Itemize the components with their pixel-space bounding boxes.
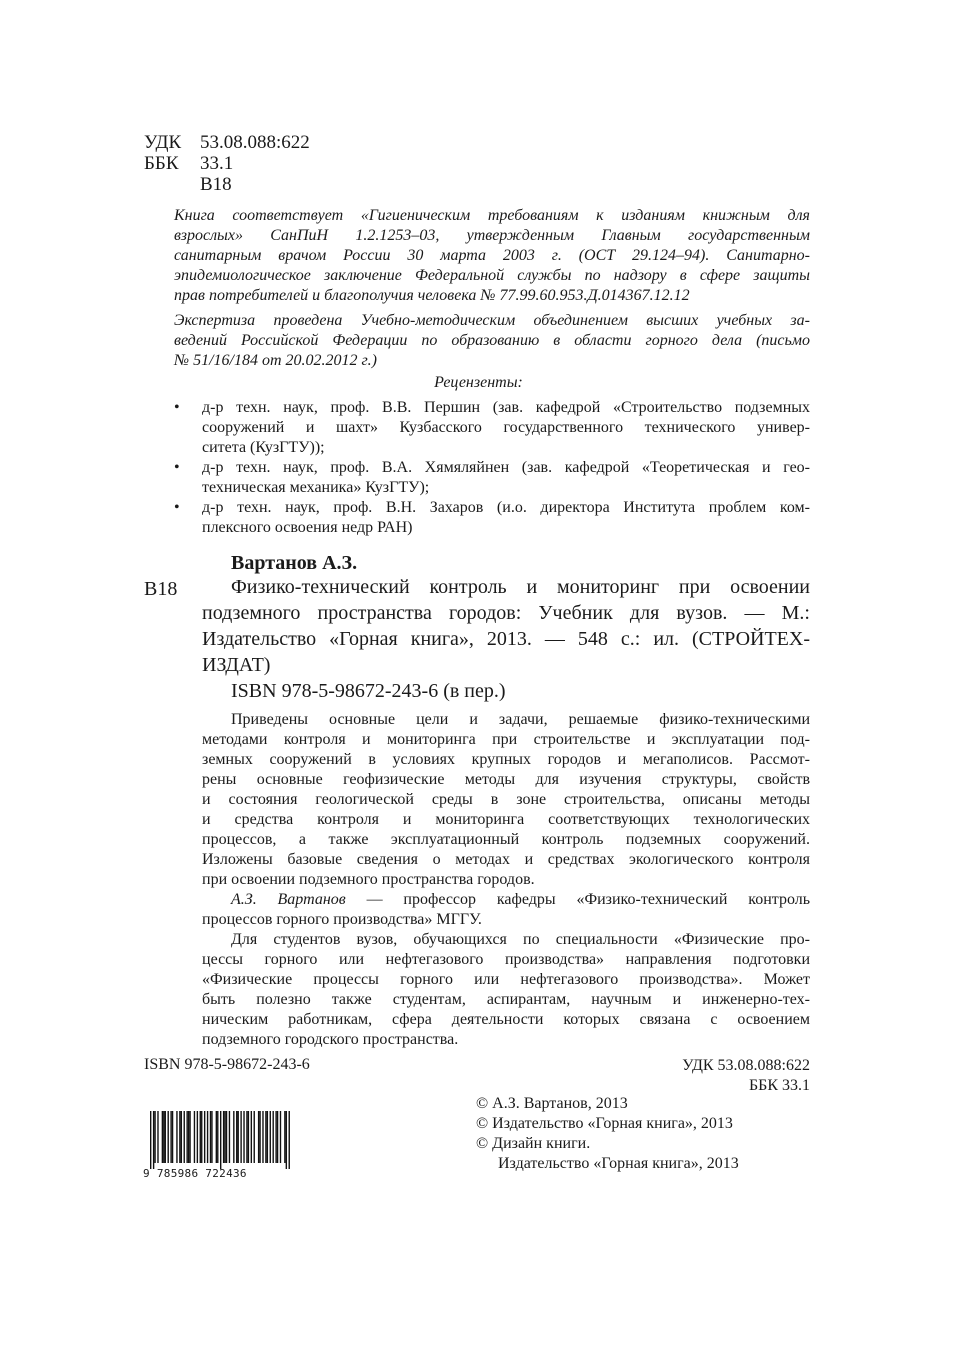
abstract-line: подземного городского пространства. (202, 1031, 459, 1048)
barcode-bar (267, 1111, 268, 1163)
bbk-label: ББК (144, 153, 179, 174)
barcode-bar (165, 1111, 166, 1163)
barcode-bar (153, 1111, 154, 1169)
reviewer-line: плексного освоения недр РАН) (202, 519, 413, 536)
reviewer-line: д-р техн. наук, проф. В.Н. Захаров (и.о. директора Института проблем ком- (202, 499, 810, 516)
barcode-bar (179, 1111, 180, 1163)
copyright-line: Издательство «Горная книга», 2013 (498, 1155, 739, 1172)
barcode-bar (201, 1111, 202, 1163)
barcode-bar (224, 1111, 225, 1163)
reviewer-line: д-р техн. наук, проф. В.В. Першин (зав. кафедрой «Строительство подземных (202, 399, 810, 416)
bullet-icon: • (174, 499, 180, 516)
expertise-line: № 51/16/184 от 20.02.2012 г.) (174, 352, 377, 369)
expertise-notice (174, 311, 810, 371)
barcode-digits: 9 785986 722436 (143, 1167, 247, 1180)
barcode-bar (226, 1111, 227, 1163)
barcode-bar (150, 1111, 151, 1169)
barcode-bar (211, 1111, 212, 1163)
barcode-bar (273, 1111, 274, 1163)
barcode-bar (280, 1111, 281, 1163)
barcode-bar (204, 1111, 205, 1163)
abstract-line: и средства контроля и мониторинга соответствующих технологических (202, 811, 810, 828)
footer-bbk: ББК 33.1 (748, 1077, 810, 1094)
list-item (174, 498, 810, 538)
barcode-bar (254, 1111, 255, 1163)
book-title (202, 574, 810, 678)
barcode-bar (258, 1111, 259, 1163)
abstract-line: быть полезно также студентам, аспирантам, научным и инженерно-тех- (202, 991, 810, 1008)
list-item (174, 398, 810, 458)
barcode-bar (188, 1111, 189, 1163)
barcode-bar (284, 1111, 285, 1163)
barcode-bar (162, 1111, 163, 1163)
barcode-bar (197, 1111, 198, 1163)
bullet-icon: • (174, 459, 180, 476)
barcode-bar (248, 1111, 249, 1163)
barcode-bar (217, 1111, 218, 1163)
barcode-bar (246, 1111, 247, 1163)
barcode-bar (176, 1111, 177, 1163)
expertise-line: Экспертиза проведена Учебно-методическим объединением высших учебных за- (174, 312, 810, 329)
title-line: Физико-технический контроль и мониторинг при освоении (231, 576, 810, 598)
notice-line: взрослых» СанПиН 1.2.1253–03, утвержденным Главным государственным (174, 227, 810, 244)
barcode-bar (275, 1111, 276, 1163)
author-name: А.З. Вартанов (231, 891, 346, 908)
barcode-bar (262, 1111, 263, 1163)
bbk-code: 33.1 (200, 153, 234, 174)
expertise-line: ведений Российской Федерации по образованию в области горного дела (письмо (174, 332, 810, 349)
reviewer-line: сооружений и шахт» Кузбасского государственного технического универ- (202, 419, 810, 436)
reviewers-list (174, 398, 810, 538)
author-desc: — профессор кафедры «Физико-технический контроль (345, 891, 811, 908)
author-mark: В18 (200, 174, 232, 195)
barcode-bar (216, 1111, 217, 1163)
barcode-bar (194, 1111, 195, 1163)
barcode-bar (223, 1111, 224, 1163)
barcode-bar (184, 1111, 185, 1163)
abstract-line: процессов горного производства» МГГУ. (202, 911, 482, 928)
notice-line: санитарным врачом России 30 марта 2003 г. (ОСТ 29.124–94). Санитарно- (174, 247, 810, 264)
footer-isbn: ISBN 978-5-98672-243-6 (144, 1056, 310, 1073)
barcode-bar (172, 1111, 173, 1163)
barcode-bar (270, 1111, 271, 1163)
title-line: подземного пространства городов: Учебник для вузов. — М.: (202, 602, 810, 624)
barcode-bar (286, 1111, 287, 1169)
barcode-bar (243, 1111, 244, 1163)
book-isbn: ISBN 978-5-98672-243-6 (в пер.) (231, 680, 506, 702)
footer-classification (682, 1056, 810, 1096)
copyright-line: © Дизайн книги. (476, 1135, 591, 1152)
barcode-bar (157, 1111, 158, 1163)
barcode-bar (289, 1111, 290, 1169)
barcode-bar (233, 1111, 234, 1163)
abstract-line: цессы горного или нефтегазового производства» направления подготовки (202, 951, 810, 968)
abstract-line (202, 890, 810, 910)
barcode-bar (238, 1111, 239, 1163)
abstract-line: при освоении подземного пространства городов. (202, 871, 535, 888)
udk-label: УДК (144, 132, 182, 153)
barcode-bar (154, 1111, 155, 1163)
abstract-line: процессов, а также эксплуатационный контроль подземных сооружений. (202, 831, 810, 848)
barcode-bar (210, 1111, 211, 1163)
barcode-bar (251, 1111, 252, 1163)
barcode-icon (150, 1111, 290, 1169)
notice-line: прав потребителей и благополучия человека № 77.99.60.953.Д.014367.12.12 (174, 287, 690, 304)
barcode-bar (229, 1111, 230, 1163)
sanitary-notice (174, 206, 810, 306)
list-item (174, 458, 810, 498)
reviewer-line: техническая механика» КузГТУ); (202, 479, 430, 496)
abstract-line: «Физические процессы горного или нефтегазового производства». Может (202, 971, 810, 988)
bullet-icon: • (174, 399, 180, 416)
barcode-bar (259, 1111, 260, 1163)
barcode-bar (181, 1111, 182, 1163)
abstract (202, 710, 810, 1050)
barcode-bar (170, 1111, 171, 1163)
reviewers-title: Рецензенты: (434, 374, 523, 391)
barcode-bar (163, 1111, 164, 1163)
abstract-line: Приведены основные цели и задачи, решаемые физико-техническими (231, 711, 810, 728)
title-line: Издательство «Горная книга», 2013. — 548 с.: ил. (СТРОЙТЕХ- (202, 628, 810, 650)
abstract-line: и состояния геологической среды в зоне строительства, описаны методы (202, 791, 810, 808)
barcode-bar (186, 1111, 187, 1163)
barcode-bar (277, 1111, 278, 1163)
barcode-bar (236, 1111, 237, 1163)
classification-header (144, 132, 310, 195)
reviewer-line: д-р техн. наук, проф. В.А. Хямяляйнен (зав. кафедрой «Теоретическая и гео- (202, 459, 810, 476)
barcode-bar (265, 1111, 266, 1163)
notice-line: Книга соответствует «Гигиеническим требованиям к изданиям книжным для (174, 207, 810, 224)
book-mark: В18 (144, 578, 178, 600)
abstract-line: земных сооружений в условиях крупных городов и мегаполисов. Рассмот- (202, 751, 810, 768)
abstract-line: ническим работникам, сфера деятельности которых связана с освоением (202, 1011, 810, 1028)
barcode-bar (207, 1111, 208, 1163)
barcode-bar (168, 1111, 169, 1163)
book-author: Вартанов А.З. (231, 552, 358, 574)
notice-line: эпидемиологическое заключение Федеральной службы по надзору в сфере защиты (174, 267, 810, 284)
footer-udk: УДК 53.08.088:622 (682, 1057, 810, 1074)
abstract-line: Для студентов вузов, обучающихся по специальности «Физические про- (231, 931, 810, 948)
copyright-line: © Издательство «Горная книга», 2013 (476, 1115, 733, 1132)
copyright-block (476, 1094, 739, 1174)
barcode-bar (189, 1111, 190, 1163)
abstract-line: Изложены базовые сведения о методах и средствах экологического контроля (202, 851, 810, 868)
barcode-bar (240, 1111, 241, 1163)
abstract-line: рены основные геофизические методы для изучения структуры, свойств (202, 771, 810, 788)
barcode-bar (200, 1111, 201, 1163)
barcode-bar (220, 1111, 221, 1169)
abstract-line: методами контроля и мониторинга при строительстве и эксплуатации под- (202, 731, 810, 748)
copyright-line: © А.З. Вартанов, 2013 (476, 1095, 628, 1112)
reviewer-line: ситета (КузГТУ)); (202, 439, 325, 456)
udk-code: 53.08.088:622 (200, 132, 310, 153)
title-line: ИЗДАТ) (202, 654, 271, 676)
